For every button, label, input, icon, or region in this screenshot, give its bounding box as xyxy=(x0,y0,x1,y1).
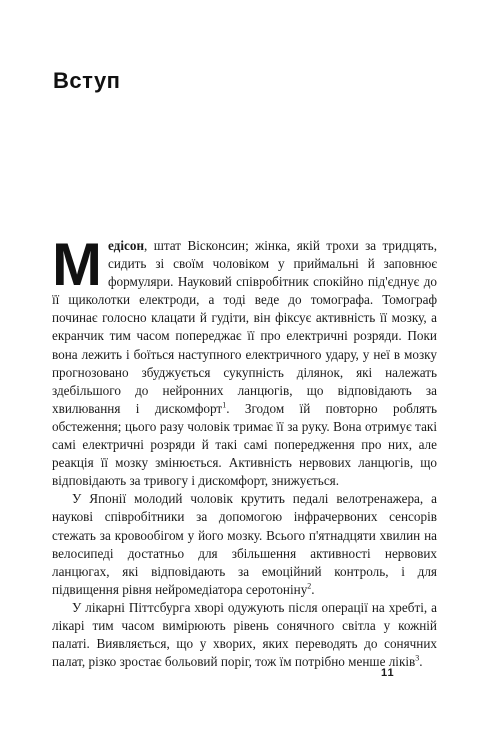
chapter-title: Вступ xyxy=(53,68,121,93)
paragraph-1 xyxy=(52,231,437,490)
paragraph-text: У лікарні Піттсбурга хворі одужують після операції на хребті, а лікарі тим часом вимірюють рівень сонячного світла у кожній палаті. Виявляється, що у хворих, яких переводять до сонячних палат, різко зростає больовий поріг, тож їм потрібно менше ліків xyxy=(52,599,437,670)
body-text xyxy=(52,231,437,671)
paragraph-end: . xyxy=(311,581,315,597)
footnote-ref-3[interactable]: 3 xyxy=(415,653,420,663)
paragraph-text: . Згодом їй повторно роблять обстеження; цього разу чоловік тримає її за руку. Вона отримує такі самі електричні розряди й такі самі попередження про них, але реакція її мозку змінюється. Активність нервових ланцюгів, що відповідають за тривогу і дискомфорт, знижується. xyxy=(52,400,437,489)
paragraph-text: , штат Вісконсин; жінка, якій трохи за тридцять, сидить зі своїм чоловіком у приймальні й заповнює формуляри. Науковий співробітник спокійно під'єднує до її щиколотки електроди, а тоді веде до томографа. Томограф починає голосно клацати й гудіти, він фіксує активність її мозку, а екранчик тим часом попереджає її про електричні розряди. Поки вона лежить і боїться наступного електричного удару, у неї в мозку прогнозовано збуджується сукупність ділянок, які належать здебільшого до нейронних ланцюгів, що відповідають за хвилювання і дискомфорт xyxy=(52,238,437,416)
paragraph-2 xyxy=(52,490,437,599)
paragraph-text: У Японії молодий чоловік крутить педалі велотренажера, а наукові співробітники за допомогою інфрачервоних сенсорів стежать за кровообігом у його мозку. Всього п'ятнадцяти хвилин на велосипеді достатньо для збільшення активності нервових ланцюгах, які відповідають за емоційний контроль, і для підвищення рівня нейромедіатора серотоніну xyxy=(52,491,437,597)
page-number: 11 xyxy=(381,667,395,679)
paragraph-3 xyxy=(52,599,437,671)
drop-cap: М xyxy=(52,231,102,298)
paragraph-end: . xyxy=(419,654,423,670)
footnote-ref-1[interactable]: 1 xyxy=(222,400,227,410)
lead-word: едісон xyxy=(107,238,145,253)
footnote-ref-2[interactable]: 2 xyxy=(307,581,312,591)
